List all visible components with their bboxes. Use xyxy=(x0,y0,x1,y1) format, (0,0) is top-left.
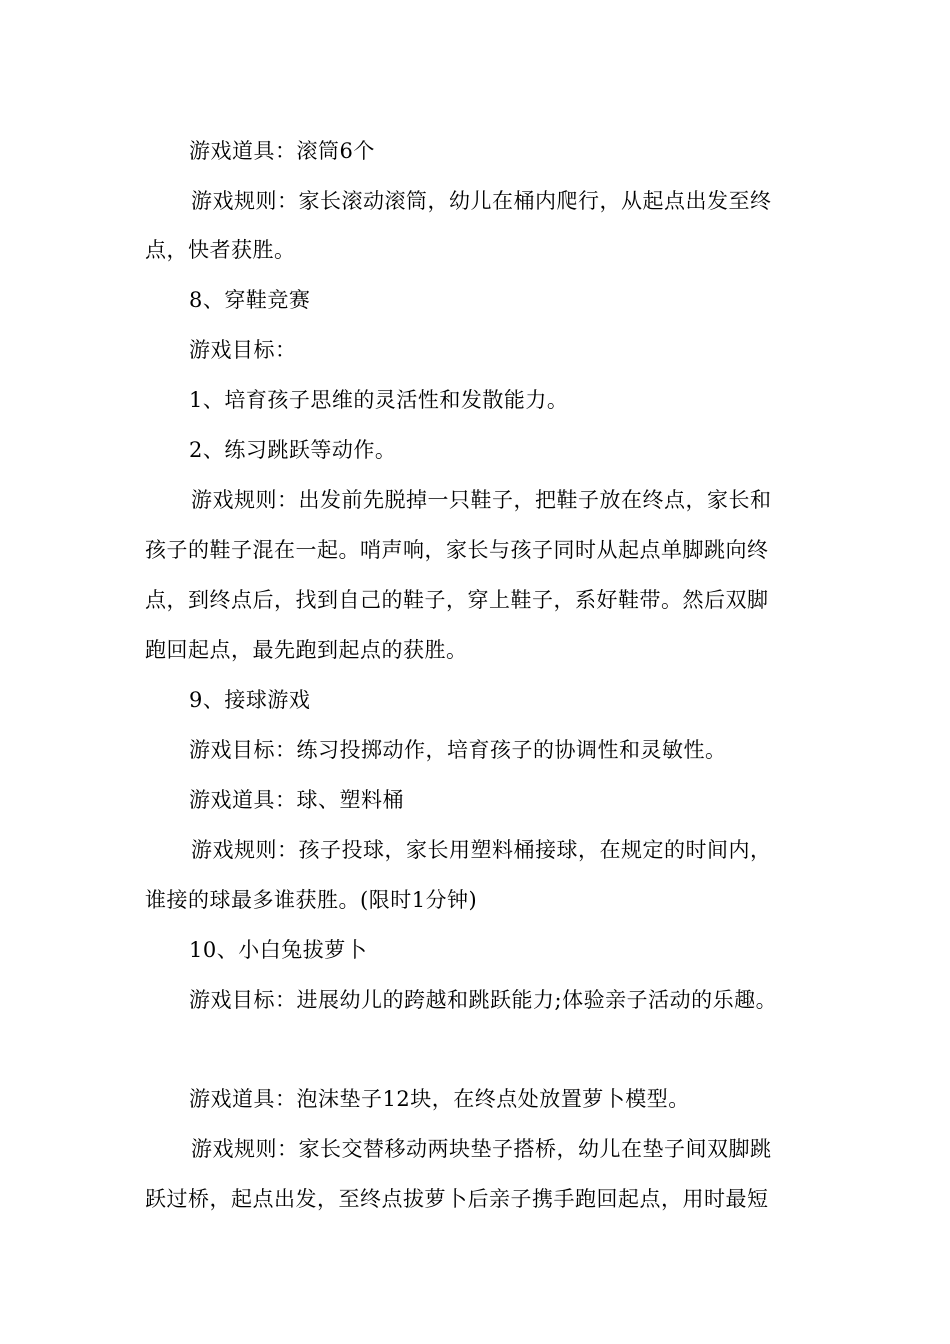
props-text-rollers: 游戏道具：滚筒6个 xyxy=(189,139,375,163)
section-heading-catch-ball: 9、接球游戏 xyxy=(189,688,311,712)
props-text-rabbit-radish: 游戏道具：泡沫垫子12块，在终点处放置萝卜模型。 xyxy=(189,1087,690,1111)
rules-text-shoe-race-cont-1: 孩子的鞋子混在一起。哨声响，家长与孩子同时从起点单脚跳向终 xyxy=(145,538,769,562)
props-text-catch-ball: 游戏道具：球、塑料桶 xyxy=(189,788,404,812)
goal-item-1: 1、培育孩子思维的灵活性和发散能力。 xyxy=(189,388,569,412)
rules-text-shoe-race-cont-2: 点，到终点后，找到自己的鞋子，穿上鞋子，系好鞋带。然后双脚 xyxy=(145,588,769,612)
rules-text-catch-ball-cont: 谁接的球最多谁获胜。(限时1分钟) xyxy=(145,888,478,912)
rules-text-rollers-cont: 点，快者获胜。 xyxy=(145,238,296,262)
rules-text-shoe-race-cont-3: 跑回起点，最先跑到起点的获胜。 xyxy=(145,638,468,662)
rules-text-rabbit-radish: 游戏规则：家长交替移动两块垫子搭桥，幼儿在垫子间双脚跳 xyxy=(191,1137,772,1161)
rules-text-catch-ball: 游戏规则：孩子投球，家长用塑料桶接球，在规定的时间内， xyxy=(191,838,772,862)
goal-text-rabbit-radish: 游戏目标：进展幼儿的跨越和跳跃能力;体验亲子活动的乐趣。 xyxy=(189,988,778,1012)
rules-text-shoe-race: 游戏规则：出发前先脱掉一只鞋子，把鞋子放在终点，家长和 xyxy=(191,488,772,512)
goal-label-shoe-race: 游戏目标： xyxy=(189,338,297,362)
goal-text-catch-ball: 游戏目标：练习投掷动作，培育孩子的协调性和灵敏性。 xyxy=(189,738,727,762)
rules-text-rollers: 游戏规则：家长滚动滚筒，幼儿在桶内爬行，从起点出发至终 xyxy=(191,189,772,213)
section-heading-shoe-race: 8、穿鞋竞赛 xyxy=(189,288,311,312)
goal-item-2: 2、练习跳跃等动作。 xyxy=(189,438,397,462)
section-heading-rabbit-radish: 10、小白兔拔萝卜 xyxy=(189,938,368,962)
rules-text-rabbit-radish-cont: 跃过桥，起点出发，至终点拔萝卜后亲子携手跑回起点，用时最短 xyxy=(145,1187,769,1211)
